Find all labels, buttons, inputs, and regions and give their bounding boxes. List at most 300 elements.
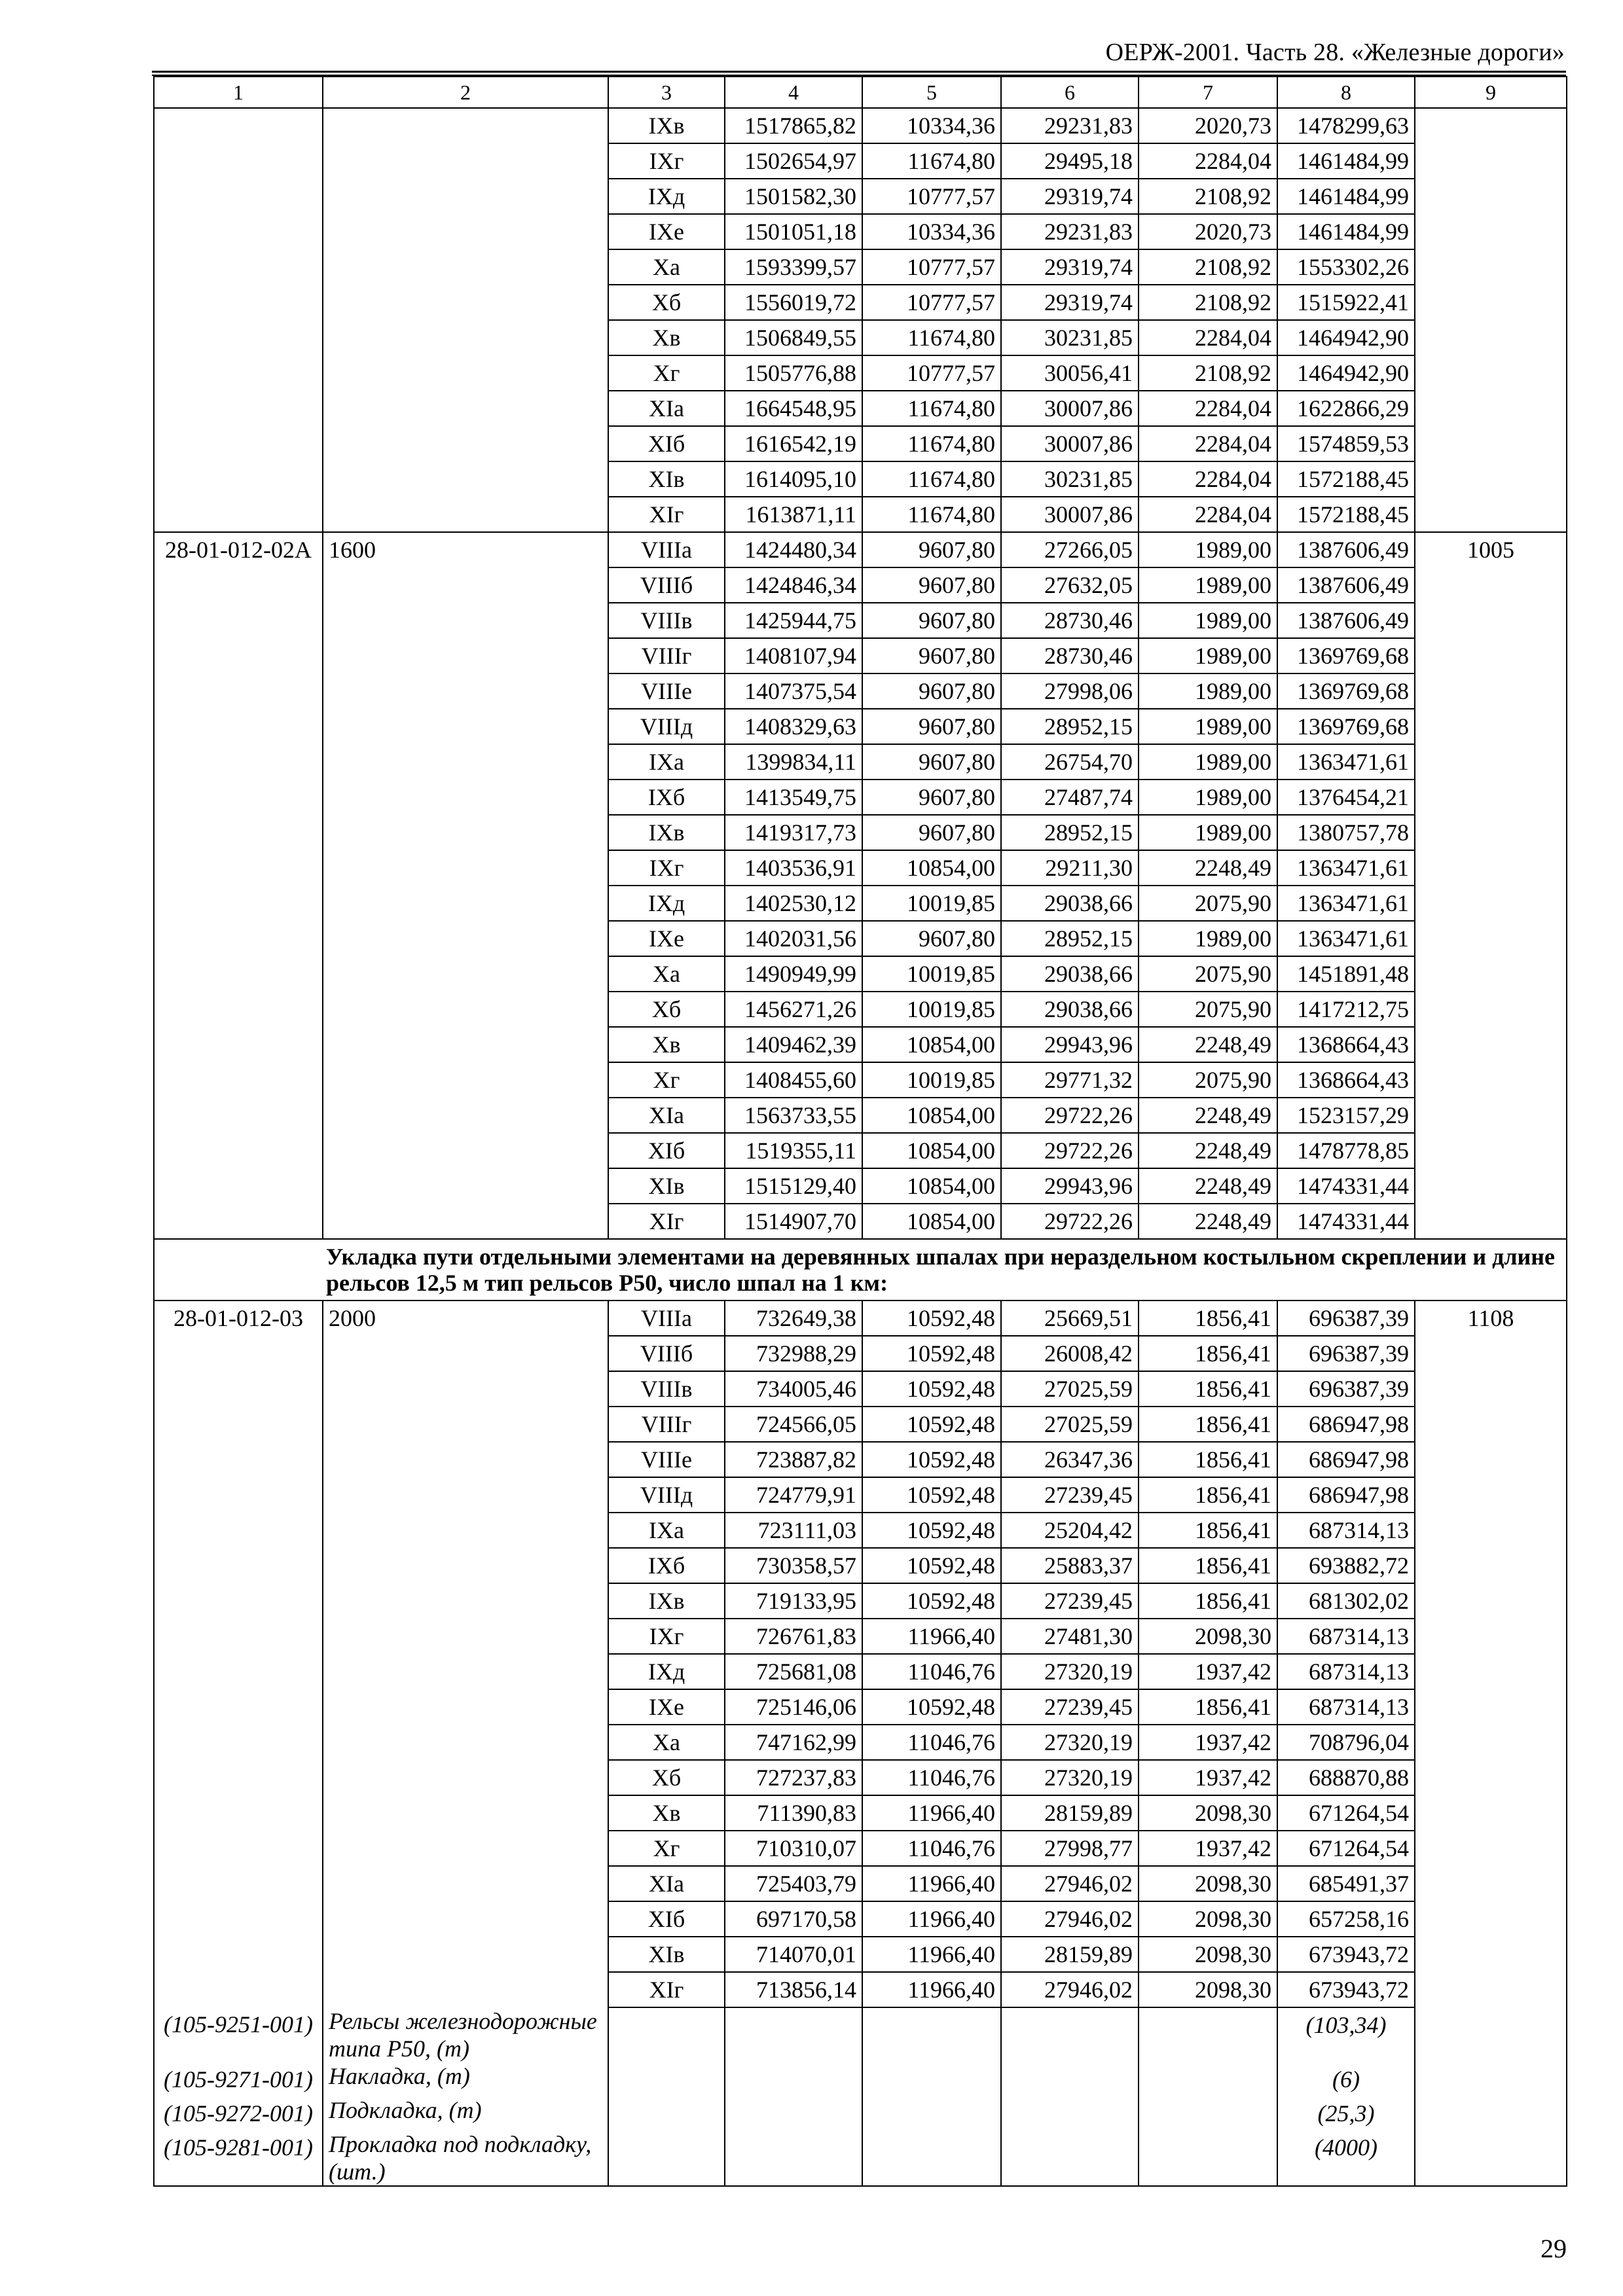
table-row xyxy=(154,1442,1567,1477)
table-row xyxy=(154,1760,1567,1795)
machine-cost-cell: 29231,83 xyxy=(1001,108,1139,143)
empty-cell xyxy=(862,2007,1001,2062)
resource-code: (105-9272-001) xyxy=(154,2096,323,2130)
table-row xyxy=(154,850,1567,886)
driver-cost-cell: 1937,42 xyxy=(1139,1760,1277,1795)
total-cost-cell: 1424480,34 xyxy=(725,532,862,567)
page-header: ОЕРЖ-2001. Часть 28. «Железные дороги» xyxy=(1105,39,1565,66)
machine-cost-cell: 29722,26 xyxy=(1001,1133,1139,1168)
driver-cost-cell: 1989,00 xyxy=(1139,532,1277,567)
driver-cost-cell: 2098,30 xyxy=(1139,1937,1277,1972)
zone-cell: IXв xyxy=(608,108,725,143)
labor-hours-cell xyxy=(1415,1477,1567,1513)
materials-cost-cell: 693882,72 xyxy=(1277,1548,1415,1583)
table-row xyxy=(154,497,1567,532)
driver-cost-cell: 1856,41 xyxy=(1139,1583,1277,1619)
labor-hours-cell xyxy=(1415,1937,1567,1972)
table-row xyxy=(154,1027,1567,1062)
labor-hours-cell xyxy=(1415,143,1567,179)
driver-cost-cell: 2248,49 xyxy=(1139,1027,1277,1062)
machine-cost-cell: 27266,05 xyxy=(1001,532,1139,567)
empty-cell xyxy=(725,2062,862,2096)
labor-hours-cell xyxy=(1415,179,1567,214)
labor-hours-cell xyxy=(1415,1442,1567,1477)
total-cost-cell: 713856,14 xyxy=(725,1972,862,2007)
materials-cost-cell: 1461484,99 xyxy=(1277,143,1415,179)
table-row xyxy=(154,108,1567,143)
labor-cost-cell: 9607,80 xyxy=(862,744,1001,780)
driver-cost-cell: 2075,90 xyxy=(1139,886,1277,921)
rate-code-cell xyxy=(154,285,323,320)
labor-cost-cell: 10019,85 xyxy=(862,886,1001,921)
zone-cell: XIг xyxy=(608,1204,725,1239)
driver-cost-cell: 1856,41 xyxy=(1139,1371,1277,1407)
labor-hours-cell xyxy=(1415,1168,1567,1204)
labor-hours-cell xyxy=(1415,1725,1567,1760)
materials-cost-cell: 687314,13 xyxy=(1277,1689,1415,1725)
zone-cell: XIа xyxy=(608,1866,725,1901)
column-number: 2 xyxy=(323,77,608,108)
labor-cost-cell: 10777,57 xyxy=(862,285,1001,320)
driver-cost-cell: 2284,04 xyxy=(1139,497,1277,532)
total-cost-cell: 747162,99 xyxy=(725,1725,862,1760)
materials-cost-cell: 1369769,68 xyxy=(1277,638,1415,673)
total-cost-cell: 1413549,75 xyxy=(725,780,862,815)
labor-hours-cell xyxy=(1415,603,1567,638)
labor-cost-cell: 10334,36 xyxy=(862,214,1001,249)
labor-hours-cell xyxy=(1415,1866,1567,1901)
labor-cost-cell: 10592,48 xyxy=(862,1477,1001,1513)
total-cost-cell: 1402530,12 xyxy=(725,886,862,921)
machine-cost-cell: 30007,86 xyxy=(1001,497,1139,532)
rate-name-cell xyxy=(323,320,608,355)
total-cost-cell: 1501582,30 xyxy=(725,179,862,214)
machine-cost-cell: 29943,96 xyxy=(1001,1168,1139,1204)
labor-hours-cell xyxy=(1415,673,1567,709)
rate-name-cell xyxy=(323,1619,608,1654)
table-row xyxy=(154,461,1567,497)
materials-cost-cell: 1572188,45 xyxy=(1277,497,1415,532)
table-row xyxy=(154,1062,1567,1098)
rate-code-cell xyxy=(154,1831,323,1866)
labor-cost-cell: 10854,00 xyxy=(862,1204,1001,1239)
zone-cell: IXа xyxy=(608,744,725,780)
rate-name-cell xyxy=(323,1098,608,1133)
rate-name-cell xyxy=(323,1831,608,1866)
driver-cost-cell: 2248,49 xyxy=(1139,1098,1277,1133)
zone-cell: IXе xyxy=(608,921,725,956)
rate-name-cell xyxy=(323,1204,608,1239)
empty-cell xyxy=(1139,2007,1277,2062)
empty-cell xyxy=(1139,2130,1277,2186)
zone-cell: XIб xyxy=(608,426,725,461)
driver-cost-cell: 2075,90 xyxy=(1139,1062,1277,1098)
labor-cost-cell: 10592,48 xyxy=(862,1513,1001,1548)
rate-code-cell xyxy=(154,1204,323,1239)
zone-cell: IXе xyxy=(608,214,725,249)
rates-table xyxy=(153,76,1567,2187)
table-row xyxy=(154,1548,1567,1583)
driver-cost-cell: 2020,73 xyxy=(1139,108,1277,143)
machine-cost-cell: 26008,42 xyxy=(1001,1336,1139,1371)
labor-hours-cell xyxy=(1415,249,1567,285)
driver-cost-cell: 2098,30 xyxy=(1139,1972,1277,2007)
rate-name-cell xyxy=(323,1336,608,1371)
labor-hours-cell xyxy=(1415,1795,1567,1831)
total-cost-cell: 732649,38 xyxy=(725,1300,862,1336)
driver-cost-cell: 1856,41 xyxy=(1139,1689,1277,1725)
table-row xyxy=(154,1725,1567,1760)
rate-code-cell xyxy=(154,992,323,1027)
resource-row xyxy=(154,2062,1567,2096)
zone-cell: IXг xyxy=(608,850,725,886)
machine-cost-cell: 27025,59 xyxy=(1001,1371,1139,1407)
zone-cell: IXд xyxy=(608,1654,725,1689)
labor-cost-cell: 11966,40 xyxy=(862,1972,1001,2007)
table-row xyxy=(154,1795,1567,1831)
labor-hours-cell xyxy=(1415,638,1567,673)
machine-cost-cell: 30231,85 xyxy=(1001,320,1139,355)
machine-cost-cell: 28952,15 xyxy=(1001,709,1139,744)
driver-cost-cell: 2108,92 xyxy=(1139,249,1277,285)
total-cost-cell: 725146,06 xyxy=(725,1689,862,1725)
resource-value: (103,34) xyxy=(1277,2007,1415,2062)
driver-cost-cell: 2248,49 xyxy=(1139,1168,1277,1204)
total-cost-cell: 724779,91 xyxy=(725,1477,862,1513)
machine-cost-cell: 27632,05 xyxy=(1001,567,1139,603)
total-cost-cell: 1402031,56 xyxy=(725,921,862,956)
rate-name-cell xyxy=(323,1133,608,1168)
table-row xyxy=(154,1619,1567,1654)
resource-name: Прокладка под подкладку, (шт.) xyxy=(323,2130,608,2186)
total-cost-cell: 1408329,63 xyxy=(725,709,862,744)
rate-code-cell xyxy=(154,355,323,391)
rate-code-cell xyxy=(154,709,323,744)
machine-cost-cell: 29038,66 xyxy=(1001,886,1139,921)
materials-cost-cell: 1376454,21 xyxy=(1277,780,1415,815)
driver-cost-cell: 1989,00 xyxy=(1139,673,1277,709)
rate-name-cell xyxy=(323,886,608,921)
total-cost-cell: 1407375,54 xyxy=(725,673,862,709)
zone-cell: Xв xyxy=(608,1027,725,1062)
labor-cost-cell: 11966,40 xyxy=(862,1937,1001,1972)
materials-cost-cell: 686947,98 xyxy=(1277,1477,1415,1513)
rate-code-cell xyxy=(154,744,323,780)
materials-cost-cell: 1363471,61 xyxy=(1277,921,1415,956)
rate-code-cell xyxy=(154,461,323,497)
resource-value: (25,3) xyxy=(1277,2096,1415,2130)
materials-cost-cell: 1464942,90 xyxy=(1277,355,1415,391)
materials-cost-cell: 708796,04 xyxy=(1277,1725,1415,1760)
rate-name-cell xyxy=(323,179,608,214)
column-number: 7 xyxy=(1139,77,1277,108)
rate-code-cell xyxy=(154,1619,323,1654)
machine-cost-cell: 30231,85 xyxy=(1001,461,1139,497)
rate-code-cell xyxy=(154,1133,323,1168)
driver-cost-cell: 2284,04 xyxy=(1139,320,1277,355)
materials-cost-cell: 1387606,49 xyxy=(1277,532,1415,567)
rate-name-cell xyxy=(323,780,608,815)
table-row xyxy=(154,1689,1567,1725)
rate-code-cell xyxy=(154,603,323,638)
labor-hours-cell xyxy=(1415,709,1567,744)
rate-code-cell xyxy=(154,638,323,673)
rate-name-cell xyxy=(323,1689,608,1725)
rate-name-cell xyxy=(323,956,608,992)
labor-hours-cell xyxy=(1415,214,1567,249)
table-row xyxy=(154,921,1567,956)
empty-cell xyxy=(608,2096,725,2130)
rate-name-cell xyxy=(323,1477,608,1513)
table-row xyxy=(154,815,1567,850)
rate-code-cell xyxy=(154,673,323,709)
total-cost-cell: 723111,03 xyxy=(725,1513,862,1548)
machine-cost-cell: 27239,45 xyxy=(1001,1477,1139,1513)
machine-cost-cell: 28952,15 xyxy=(1001,921,1139,956)
table-row xyxy=(154,355,1567,391)
machine-cost-cell: 28159,89 xyxy=(1001,1937,1139,1972)
labor-hours-cell xyxy=(1415,956,1567,992)
zone-cell: XIв xyxy=(608,1937,725,1972)
driver-cost-cell: 2284,04 xyxy=(1139,426,1277,461)
empty-cell xyxy=(1001,2007,1139,2062)
total-cost-cell: 1490949,99 xyxy=(725,956,862,992)
table-row xyxy=(154,1168,1567,1204)
empty-cell xyxy=(1001,2062,1139,2096)
labor-hours-cell xyxy=(1415,1831,1567,1866)
rate-code-cell xyxy=(154,1972,323,2007)
section-heading: Укладка пути отдельными элементами на деревянных шпалах при нераздельном костыльном скреплении и длине рельсов 12,5 м тип рельсов Р50, число шпал на 1 км: xyxy=(154,1239,1567,1300)
labor-hours-cell xyxy=(1415,497,1567,532)
materials-cost-cell: 657258,16 xyxy=(1277,1901,1415,1937)
zone-cell: VIIIв xyxy=(608,1371,725,1407)
total-cost-cell: 1563733,55 xyxy=(725,1098,862,1133)
rate-name-cell xyxy=(323,214,608,249)
machine-cost-cell: 27320,19 xyxy=(1001,1725,1139,1760)
labor-cost-cell: 11674,80 xyxy=(862,143,1001,179)
machine-cost-cell: 26347,36 xyxy=(1001,1442,1139,1477)
labor-cost-cell: 11966,40 xyxy=(862,1901,1001,1937)
labor-cost-cell: 11674,80 xyxy=(862,426,1001,461)
materials-cost-cell: 673943,72 xyxy=(1277,1972,1415,2007)
zone-cell: VIIIа xyxy=(608,1300,725,1336)
driver-cost-cell: 1856,41 xyxy=(1139,1407,1277,1442)
materials-cost-cell: 1368664,43 xyxy=(1277,1027,1415,1062)
empty-cell xyxy=(1001,2096,1139,2130)
driver-cost-cell: 2284,04 xyxy=(1139,143,1277,179)
materials-cost-cell: 1478299,63 xyxy=(1277,108,1415,143)
total-cost-cell: 724566,05 xyxy=(725,1407,862,1442)
labor-hours-cell: 1108 xyxy=(1415,1300,1567,1336)
table-row xyxy=(154,1371,1567,1407)
labor-hours-cell xyxy=(1415,992,1567,1027)
labor-hours-cell xyxy=(1415,921,1567,956)
rate-name-cell xyxy=(323,355,608,391)
labor-hours-cell xyxy=(1415,1204,1567,1239)
machine-cost-cell: 29211,30 xyxy=(1001,850,1139,886)
machine-cost-cell: 27239,45 xyxy=(1001,1689,1139,1725)
machine-cost-cell: 29722,26 xyxy=(1001,1204,1139,1239)
labor-hours-cell xyxy=(1415,1027,1567,1062)
labor-hours-cell xyxy=(1415,461,1567,497)
materials-cost-cell: 687314,13 xyxy=(1277,1619,1415,1654)
materials-cost-cell: 686947,98 xyxy=(1277,1407,1415,1442)
labor-cost-cell: 10854,00 xyxy=(862,1098,1001,1133)
total-cost-cell: 1501051,18 xyxy=(725,214,862,249)
total-cost-cell: 1664548,95 xyxy=(725,391,862,426)
driver-cost-cell: 1989,00 xyxy=(1139,921,1277,956)
labor-hours-cell xyxy=(1415,850,1567,886)
driver-cost-cell: 2098,30 xyxy=(1139,1619,1277,1654)
rate-code-cell xyxy=(154,1062,323,1098)
zone-cell: Xб xyxy=(608,992,725,1027)
driver-cost-cell: 1989,00 xyxy=(1139,744,1277,780)
column-number: 9 xyxy=(1415,77,1567,108)
zone-cell: XIб xyxy=(608,1901,725,1937)
driver-cost-cell: 1856,41 xyxy=(1139,1442,1277,1477)
labor-cost-cell: 11046,76 xyxy=(862,1654,1001,1689)
zone-cell: VIIIе xyxy=(608,673,725,709)
materials-cost-cell: 1363471,61 xyxy=(1277,886,1415,921)
rate-name-cell xyxy=(323,1901,608,1937)
zone-cell: Xв xyxy=(608,1795,725,1831)
total-cost-cell: 1515129,40 xyxy=(725,1168,862,1204)
rate-code-cell xyxy=(154,1866,323,1901)
labor-hours-cell xyxy=(1415,1583,1567,1619)
resource-value: (4000) xyxy=(1277,2130,1415,2186)
materials-cost-cell: 1474331,44 xyxy=(1277,1204,1415,1239)
zone-cell: VIIIг xyxy=(608,1407,725,1442)
zone-cell: Xг xyxy=(608,355,725,391)
table-row xyxy=(154,567,1567,603)
table-row xyxy=(154,744,1567,780)
labor-hours-cell xyxy=(1415,1901,1567,1937)
machine-cost-cell: 29038,66 xyxy=(1001,992,1139,1027)
driver-cost-cell: 2098,30 xyxy=(1139,1795,1277,1831)
rate-code-cell xyxy=(154,1168,323,1204)
machine-cost-cell: 27320,19 xyxy=(1001,1654,1139,1689)
zone-cell: XIг xyxy=(608,1972,725,2007)
total-cost-cell: 726761,83 xyxy=(725,1619,862,1654)
zone-cell: VIIIа xyxy=(608,532,725,567)
table-row xyxy=(154,1133,1567,1168)
total-cost-cell: 1409462,39 xyxy=(725,1027,862,1062)
rate-name-cell xyxy=(323,1725,608,1760)
labor-cost-cell: 10854,00 xyxy=(862,1168,1001,1204)
zone-cell: IXв xyxy=(608,1583,725,1619)
zone-cell: IXг xyxy=(608,1619,725,1654)
rate-code-cell xyxy=(154,1760,323,1795)
rate-name-cell xyxy=(323,426,608,461)
machine-cost-cell: 29038,66 xyxy=(1001,956,1139,992)
column-number: 6 xyxy=(1001,77,1139,108)
labor-cost-cell: 9607,80 xyxy=(862,567,1001,603)
table-row xyxy=(154,1098,1567,1133)
total-cost-cell: 1613871,11 xyxy=(725,497,862,532)
materials-cost-cell: 1387606,49 xyxy=(1277,603,1415,638)
labor-hours-cell xyxy=(1415,567,1567,603)
table-row xyxy=(154,673,1567,709)
rate-code-cell: 28-01-012-03 xyxy=(154,1300,323,1336)
total-cost-cell: 1399834,11 xyxy=(725,744,862,780)
rate-code-cell xyxy=(154,780,323,815)
machine-cost-cell: 30007,86 xyxy=(1001,391,1139,426)
table-row xyxy=(154,956,1567,992)
labor-hours-cell xyxy=(1415,815,1567,850)
materials-cost-cell: 1515922,41 xyxy=(1277,285,1415,320)
total-cost-cell: 711390,83 xyxy=(725,1795,862,1831)
empty-cell xyxy=(862,2062,1001,2096)
rate-name-cell xyxy=(323,1795,608,1831)
labor-cost-cell: 11966,40 xyxy=(862,1866,1001,1901)
column-number: 8 xyxy=(1277,77,1415,108)
zone-cell: Xб xyxy=(608,285,725,320)
rate-name-cell xyxy=(323,1062,608,1098)
labor-cost-cell: 10592,48 xyxy=(862,1336,1001,1371)
total-cost-cell: 1403536,91 xyxy=(725,850,862,886)
total-cost-cell: 730358,57 xyxy=(725,1548,862,1583)
materials-cost-cell: 687314,13 xyxy=(1277,1513,1415,1548)
labor-cost-cell: 11046,76 xyxy=(862,1831,1001,1866)
driver-cost-cell: 1937,42 xyxy=(1139,1654,1277,1689)
labor-cost-cell: 11674,80 xyxy=(862,320,1001,355)
machine-cost-cell: 27481,30 xyxy=(1001,1619,1139,1654)
labor-hours-cell xyxy=(1415,1062,1567,1098)
table-row xyxy=(154,249,1567,285)
machine-cost-cell: 29771,32 xyxy=(1001,1062,1139,1098)
materials-cost-cell: 688870,88 xyxy=(1277,1760,1415,1795)
zone-cell: VIIIг xyxy=(608,638,725,673)
machine-cost-cell: 30056,41 xyxy=(1001,355,1139,391)
column-number: 4 xyxy=(725,77,862,108)
total-cost-cell: 1419317,73 xyxy=(725,815,862,850)
materials-cost-cell: 1363471,61 xyxy=(1277,744,1415,780)
table-row xyxy=(154,603,1567,638)
resource-name: Накладка, (т) xyxy=(323,2062,608,2096)
empty-cell xyxy=(608,2007,725,2062)
rate-name-cell xyxy=(323,1371,608,1407)
driver-cost-cell: 2075,90 xyxy=(1139,956,1277,992)
total-cost-cell: 727237,83 xyxy=(725,1760,862,1795)
machine-cost-cell: 27998,06 xyxy=(1001,673,1139,709)
empty-cell xyxy=(1415,2062,1567,2096)
zone-cell: XIг xyxy=(608,497,725,532)
driver-cost-cell: 2248,49 xyxy=(1139,850,1277,886)
labor-cost-cell: 9607,80 xyxy=(862,532,1001,567)
materials-cost-cell: 1417212,75 xyxy=(1277,992,1415,1027)
labor-cost-cell: 9607,80 xyxy=(862,603,1001,638)
resource-row xyxy=(154,2096,1567,2130)
rate-name-cell xyxy=(323,921,608,956)
total-cost-cell: 714070,01 xyxy=(725,1937,862,1972)
labor-hours-cell xyxy=(1415,355,1567,391)
driver-cost-cell: 1989,00 xyxy=(1139,780,1277,815)
labor-cost-cell: 11674,80 xyxy=(862,461,1001,497)
driver-cost-cell: 2075,90 xyxy=(1139,992,1277,1027)
empty-cell xyxy=(725,2130,862,2186)
rate-code-cell xyxy=(154,921,323,956)
table-row xyxy=(154,426,1567,461)
driver-cost-cell: 1856,41 xyxy=(1139,1477,1277,1513)
zone-cell: IXд xyxy=(608,179,725,214)
column-number: 3 xyxy=(608,77,725,108)
labor-hours-cell xyxy=(1415,285,1567,320)
zone-cell: Xг xyxy=(608,1831,725,1866)
rate-name-cell xyxy=(323,1168,608,1204)
rate-code-cell xyxy=(154,956,323,992)
rate-name-cell xyxy=(323,1407,608,1442)
total-cost-cell: 723887,82 xyxy=(725,1442,862,1477)
